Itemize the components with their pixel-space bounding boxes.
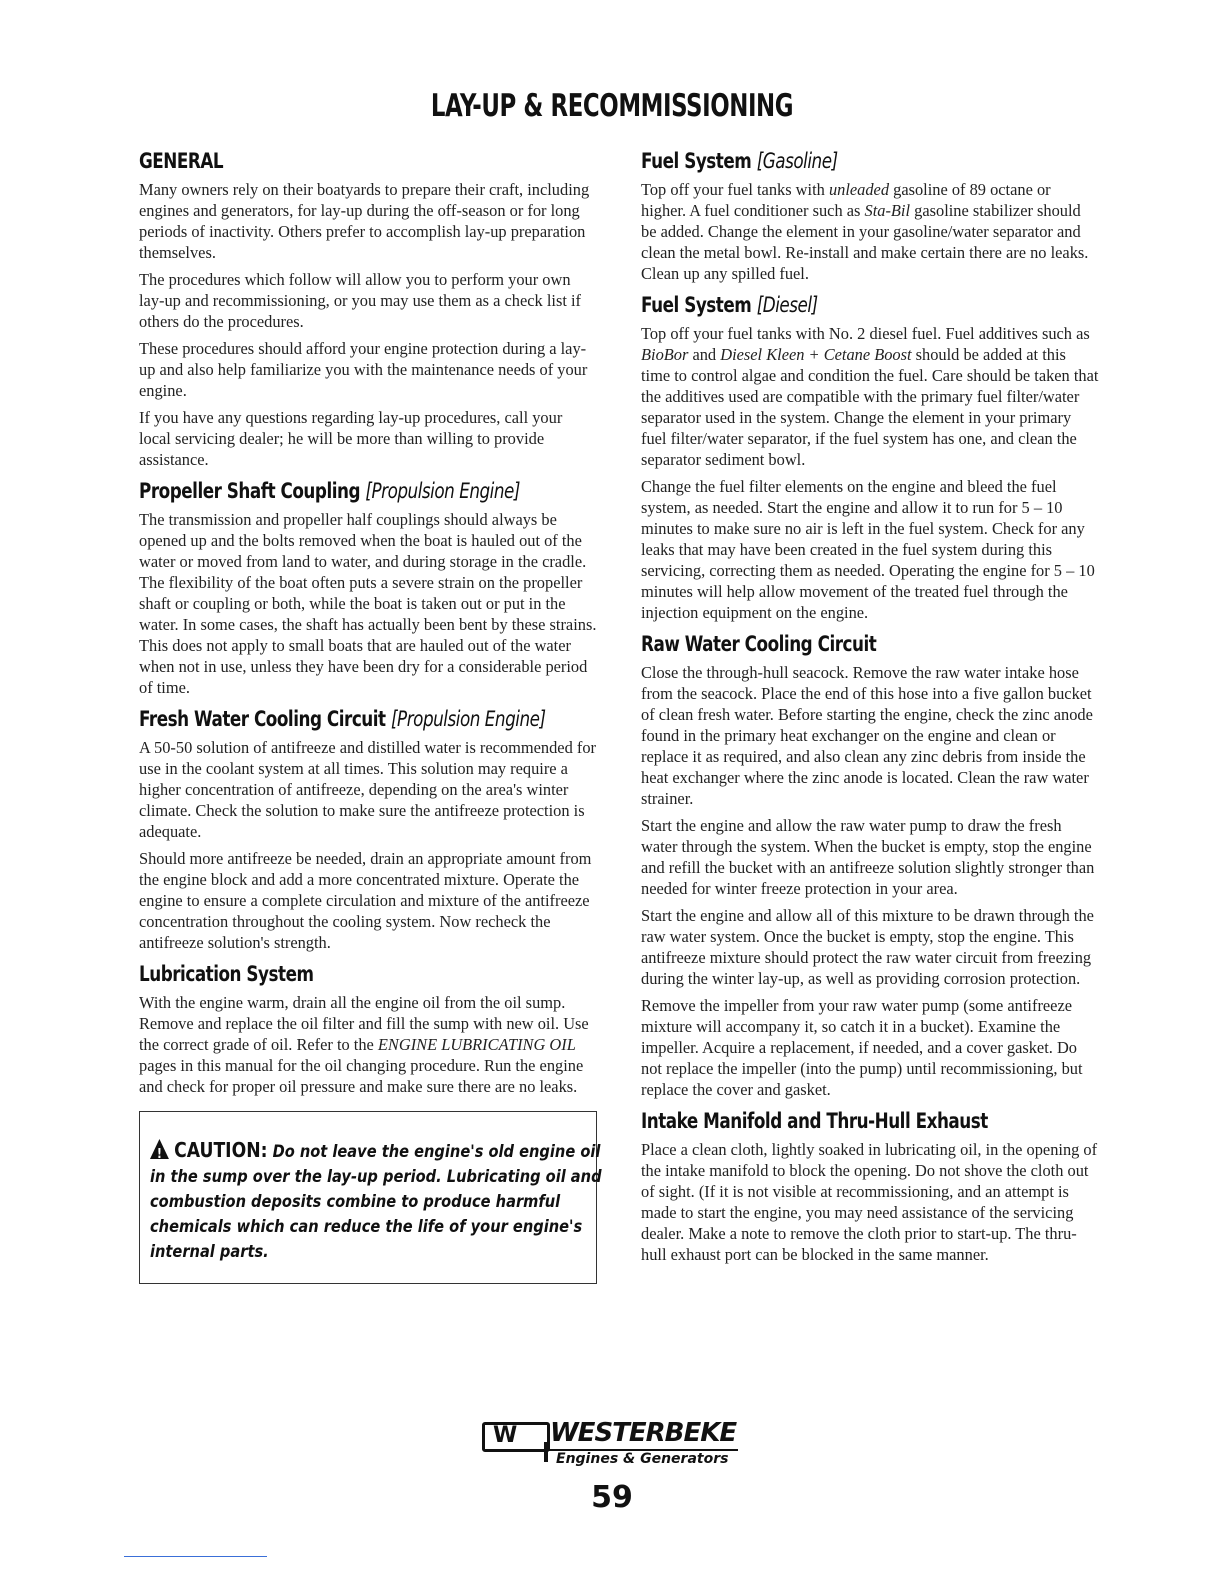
paragraph: Change the fuel filter elements on the engine and bleed the fuel system, as needed. Start the engine and allow it to run for 5 – 10 minutes to make sure no air is left in the fuel system. Check for any leaks that may have been created in the fuel system during this servicing, correcting them as needed. Operating the engine for 5 – 10 minutes will help allow movement of the treated fuel through the injection equipment on the engine. [641,477,1095,622]
paragraph: The procedures which follow will allow you to perform your own lay-up and recommissioning, or you may use them as a check list if others do the procedures. [139,270,581,331]
section-heading: GENERAL [139,149,224,173]
section-lubrication-system [139,961,597,1097]
page-number: 59 [591,1480,633,1515]
logo-tagline: Engines & Generators [556,1451,729,1467]
section-fuel-system-gasoline [641,148,1099,284]
paragraph: A 50-50 solution of antifreeze and distilled water is recommended for use in the coolant system at all times. This solution may require a higher concentration of antifreeze, depending on the area's winter climate. Check the solution to make sure the antifreeze protection is adequate. [139,738,596,841]
logo-stem [544,1442,548,1462]
westerbeke-logo [482,1418,752,1473]
section-fuel-system-diesel [641,292,1099,623]
paragraph: Start the engine and allow all of this mixture to be drawn through the raw water system. Once the bucket is empty, stop the engine. This antifreeze mixture should protect the raw water circuit from freezing during the winter lay-up, as well as providing corrosion protection. [641,906,1094,988]
left-column [139,148,602,1284]
section-intake-manifold [641,1108,1099,1265]
section-heading: Fuel System [Diesel] [641,293,818,317]
paragraph: Top off your fuel tanks with No. 2 diesel fuel. Fuel additives such as BioBor and Diesel Kleen + Cetane Boost should be added at this time to control algae and condition the fuel. Care should be taken that the additives used are compatible with the primary fuel filter/water separator used in the system. Change the element in your primary fuel filter/water separator, if the fuel system has one, and clean the separator sediment bowl. [641,324,1099,469]
paragraph: Remove the impeller from your raw water pump (some antifreeze mixture will accompany it, so catch it in a bucket). Examine the impeller. Acquire a replacement, if needed, and a cover gasket. Do not replace the impeller (into the pump) until recommissioning, but replace the cover and gasket. [641,996,1083,1099]
section-fresh-water-cooling [139,706,597,953]
warning-icon [150,1139,169,1159]
paragraph: Start the engine and allow the raw water pump to draw the fresh water through the system. When the bucket is empty, stop the engine and refill the bucket with an antifreeze solution slightly stronger than needed for winter freeze protection in your area. [641,816,1095,898]
section-heading: Intake Manifold and Thru-Hull Exhaust [641,1109,988,1133]
section-general [139,148,597,470]
section-heading: Fresh Water Cooling Circuit [Propulsion Engine] [139,707,546,731]
paragraph: These procedures should afford your engine protection during a lay-up and also help familiarize you with the maintenance needs of your engine. [139,339,588,400]
paragraph: The transmission and propeller half couplings should always be opened up and the bolts removed when the boat is hauled out of the water or moved from land to water, and during storage in the cradle. The flexibility of the boat often puts a severe strain on the propeller shaft or coupling or both, while the boat is taken out or put in the water. In some cases, the shaft has actually been bent by these strains. This does not apply to small boats that are hauled out of the water when not in use, unless they have been dry for a considerable period of time. [139,510,597,697]
section-heading: Fuel System [Gasoline] [641,149,838,173]
section-propeller-shaft-coupling [139,478,597,698]
section-heading: Raw Water Cooling Circuit [641,632,877,656]
paragraph: With the engine warm, drain all the engine oil from the oil sump. Remove and replace the oil filter and fill the sump with new oil. Use the correct grade of oil. Refer to the ENGINE LUBRICATING OIL pages in this manual for the oil changing procedure. Run the engine and check for proper oil pressure and make sure there are no leaks. [139,993,589,1096]
section-raw-water-cooling [641,631,1099,1100]
logo-mark-icon: W [482,1422,550,1452]
section-heading: Lubrication System [139,962,314,986]
caution-label: CAUTION: [174,1138,268,1162]
paragraph: Close the through-hull seacock. Remove the raw water intake hose from the seacock. Place the end of this hose into a five gallon bucket of clean fresh water. Before starting the engine, check the zinc anode found in the primary heat exchanger on the engine and clean or replace it as required, and also clean any zinc debris from inside the heat exchanger where the zinc anode is located. Clean the raw water strainer. [641,663,1093,808]
caution-box [139,1111,602,1284]
right-column [641,148,1099,1273]
paragraph: If you have any questions regarding lay-up procedures, call your local servicing dealer; he will be more than willing to provide assistance. [139,408,563,469]
paragraph: Place a clean cloth, lightly soaked in lubricating oil, in the opening of the intake manifold to block the opening. Do not shove the cloth out of sight. (If it is not visible at recommissioning, and an attempt is made to start the engine, you may need assistance of the servicing dealer. Make a note to remove the cloth prior to start-up. The thru-hull exhaust port can be blocked in the same manner. [641,1140,1098,1264]
page-title: LAY-UP & RECOMMISSIONING [430,88,794,124]
bottom-rule [124,1556,267,1557]
paragraph: Many owners rely on their boatyards to prepare their craft, including engines and generators, for lay-up during the off-season or for long periods of inactivity. Others prefer to accomplish lay-up preparation themselves. [139,180,590,262]
logo-wordmark: WESTERBEKE [550,1418,737,1448]
caution-text: Do not leave the engine's old engine oil in the sump over the lay-up period. Lubricating oil and combustion deposits combine to produce harmful chemicals which can reduce the life of your engine's internal parts. [150,1142,602,1262]
paragraph: Top off your fuel tanks with unleaded gasoline of 89 octane or higher. A fuel conditioner such as Sta-Bil gasoline stabilizer should be added. Change the element in your gasoline/water separator and clean the metal bowl. Re-install and make certain there are no leaks. Clean up any spilled fuel. [641,180,1089,283]
section-heading: Propeller Shaft Coupling [Propulsion Engine] [139,479,520,503]
paragraph: Should more antifreeze be needed, drain an appropriate amount from the engine block and add a more concentrated mixture. Operate the engine to ensure a complete circulation and mixture of the antifreeze concentration throughout the cooling system. Now recheck the antifreeze solution's strength. [139,849,592,952]
